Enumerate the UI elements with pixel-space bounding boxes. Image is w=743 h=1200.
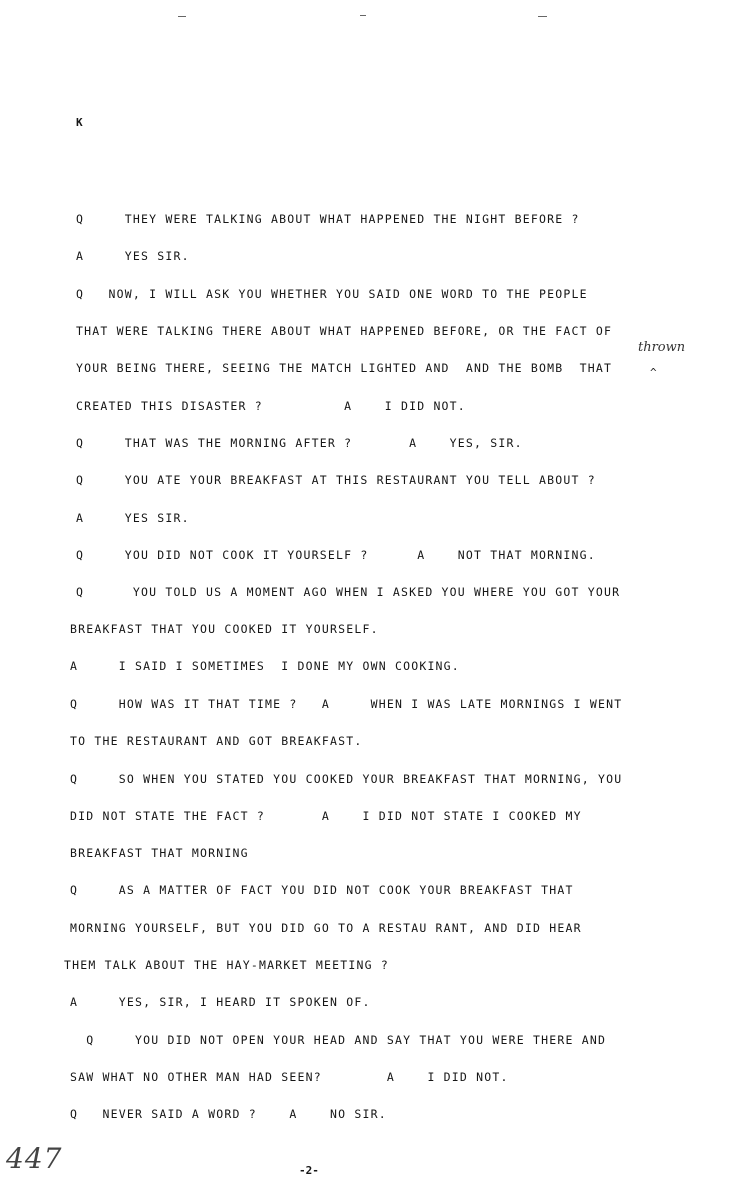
transcript-line: Q YOU TOLD US A MOMENT AGO WHEN I ASKED YOU WHERE YOU GOT YOUR (76, 585, 621, 599)
transcript-line: A YES SIR. (76, 249, 190, 263)
scan-speck (360, 15, 366, 16)
handwritten-page-number: 447 (6, 1142, 63, 1175)
transcript-line: Q HOW WAS IT THAT TIME ? A WHEN I WAS LATE MORNINGS I WENT (70, 697, 623, 711)
transcript-line: Q YOU DID NOT OPEN YOUR HEAD AND SAY THAT YOU WERE THERE AND (70, 1033, 607, 1047)
transcript-line: Q SO WHEN YOU STATED YOU COOKED YOUR BREAKFAST THAT MORNING, YOU (70, 772, 623, 786)
transcript-line: Q AS A MATTER OF FACT YOU DID NOT COOK YOUR BREAKFAST THAT (70, 883, 574, 897)
transcript-line: SAW WHAT NO OTHER MAN HAD SEEN? A I DID NOT. (70, 1070, 509, 1084)
transcript-line: BREAKFAST THAT MORNING (70, 846, 249, 860)
transcript-line: Q YOU ATE YOUR BREAKFAST AT THIS RESTAURANT YOU TELL ABOUT ? (76, 473, 596, 487)
transcript-line: THAT WERE TALKING THERE ABOUT WHAT HAPPENED BEFORE, OR THE FACT OF (76, 324, 613, 338)
transcript-line: Q NEVER SAID A WORD ? A NO SIR. (70, 1107, 387, 1121)
transcript-line: THEM TALK ABOUT THE HAY-MARKET MEETING ? (64, 958, 389, 972)
transcript-line: MORNING YOURSELF, BUT YOU DID GO TO A RESTAU RANT, AND DID HEAR (70, 921, 582, 935)
scan-speck (538, 16, 547, 17)
transcript-line: YOUR BEING THERE, SEEING THE MATCH LIGHTED AND AND THE BOMB THAT (76, 361, 613, 375)
transcript-line: DID NOT STATE THE FACT ? A I DID NOT STATE I COOKED MY (70, 809, 582, 823)
transcript-line: A YES, SIR, I HEARD IT SPOKEN OF. (70, 995, 371, 1009)
transcript-line: CREATED THIS DISASTER ? A I DID NOT. (76, 399, 466, 413)
page-number: -2- (299, 1164, 319, 1177)
insertion-caret: ^ (650, 366, 657, 379)
transcript-line: TO THE RESTAURANT AND GOT BREAKFAST. (70, 734, 363, 748)
handwritten-insertion: thrown (638, 340, 686, 355)
transcript-line: Q THAT WAS THE MORNING AFTER ? A YES, SIR. (76, 436, 523, 450)
transcript-line: A YES SIR. (76, 511, 190, 525)
transcript-line: BREAKFAST THAT YOU COOKED IT YOURSELF. (70, 622, 379, 636)
transcript-line: Q NOW, I WILL ASK YOU WHETHER YOU SAID ONE WORD TO THE PEOPLE (76, 287, 588, 301)
transcript-line: A I SAID I SOMETIMES I DONE MY OWN COOKING. (70, 659, 460, 673)
scan-speck (178, 16, 186, 17)
transcript-line: Q THEY WERE TALKING ABOUT WHAT HAPPENED THE NIGHT BEFORE ? (76, 212, 580, 226)
transcript-line: Q YOU DID NOT COOK IT YOURSELF ? A NOT THAT MORNING. (76, 548, 596, 562)
section-marker: K (76, 116, 83, 129)
